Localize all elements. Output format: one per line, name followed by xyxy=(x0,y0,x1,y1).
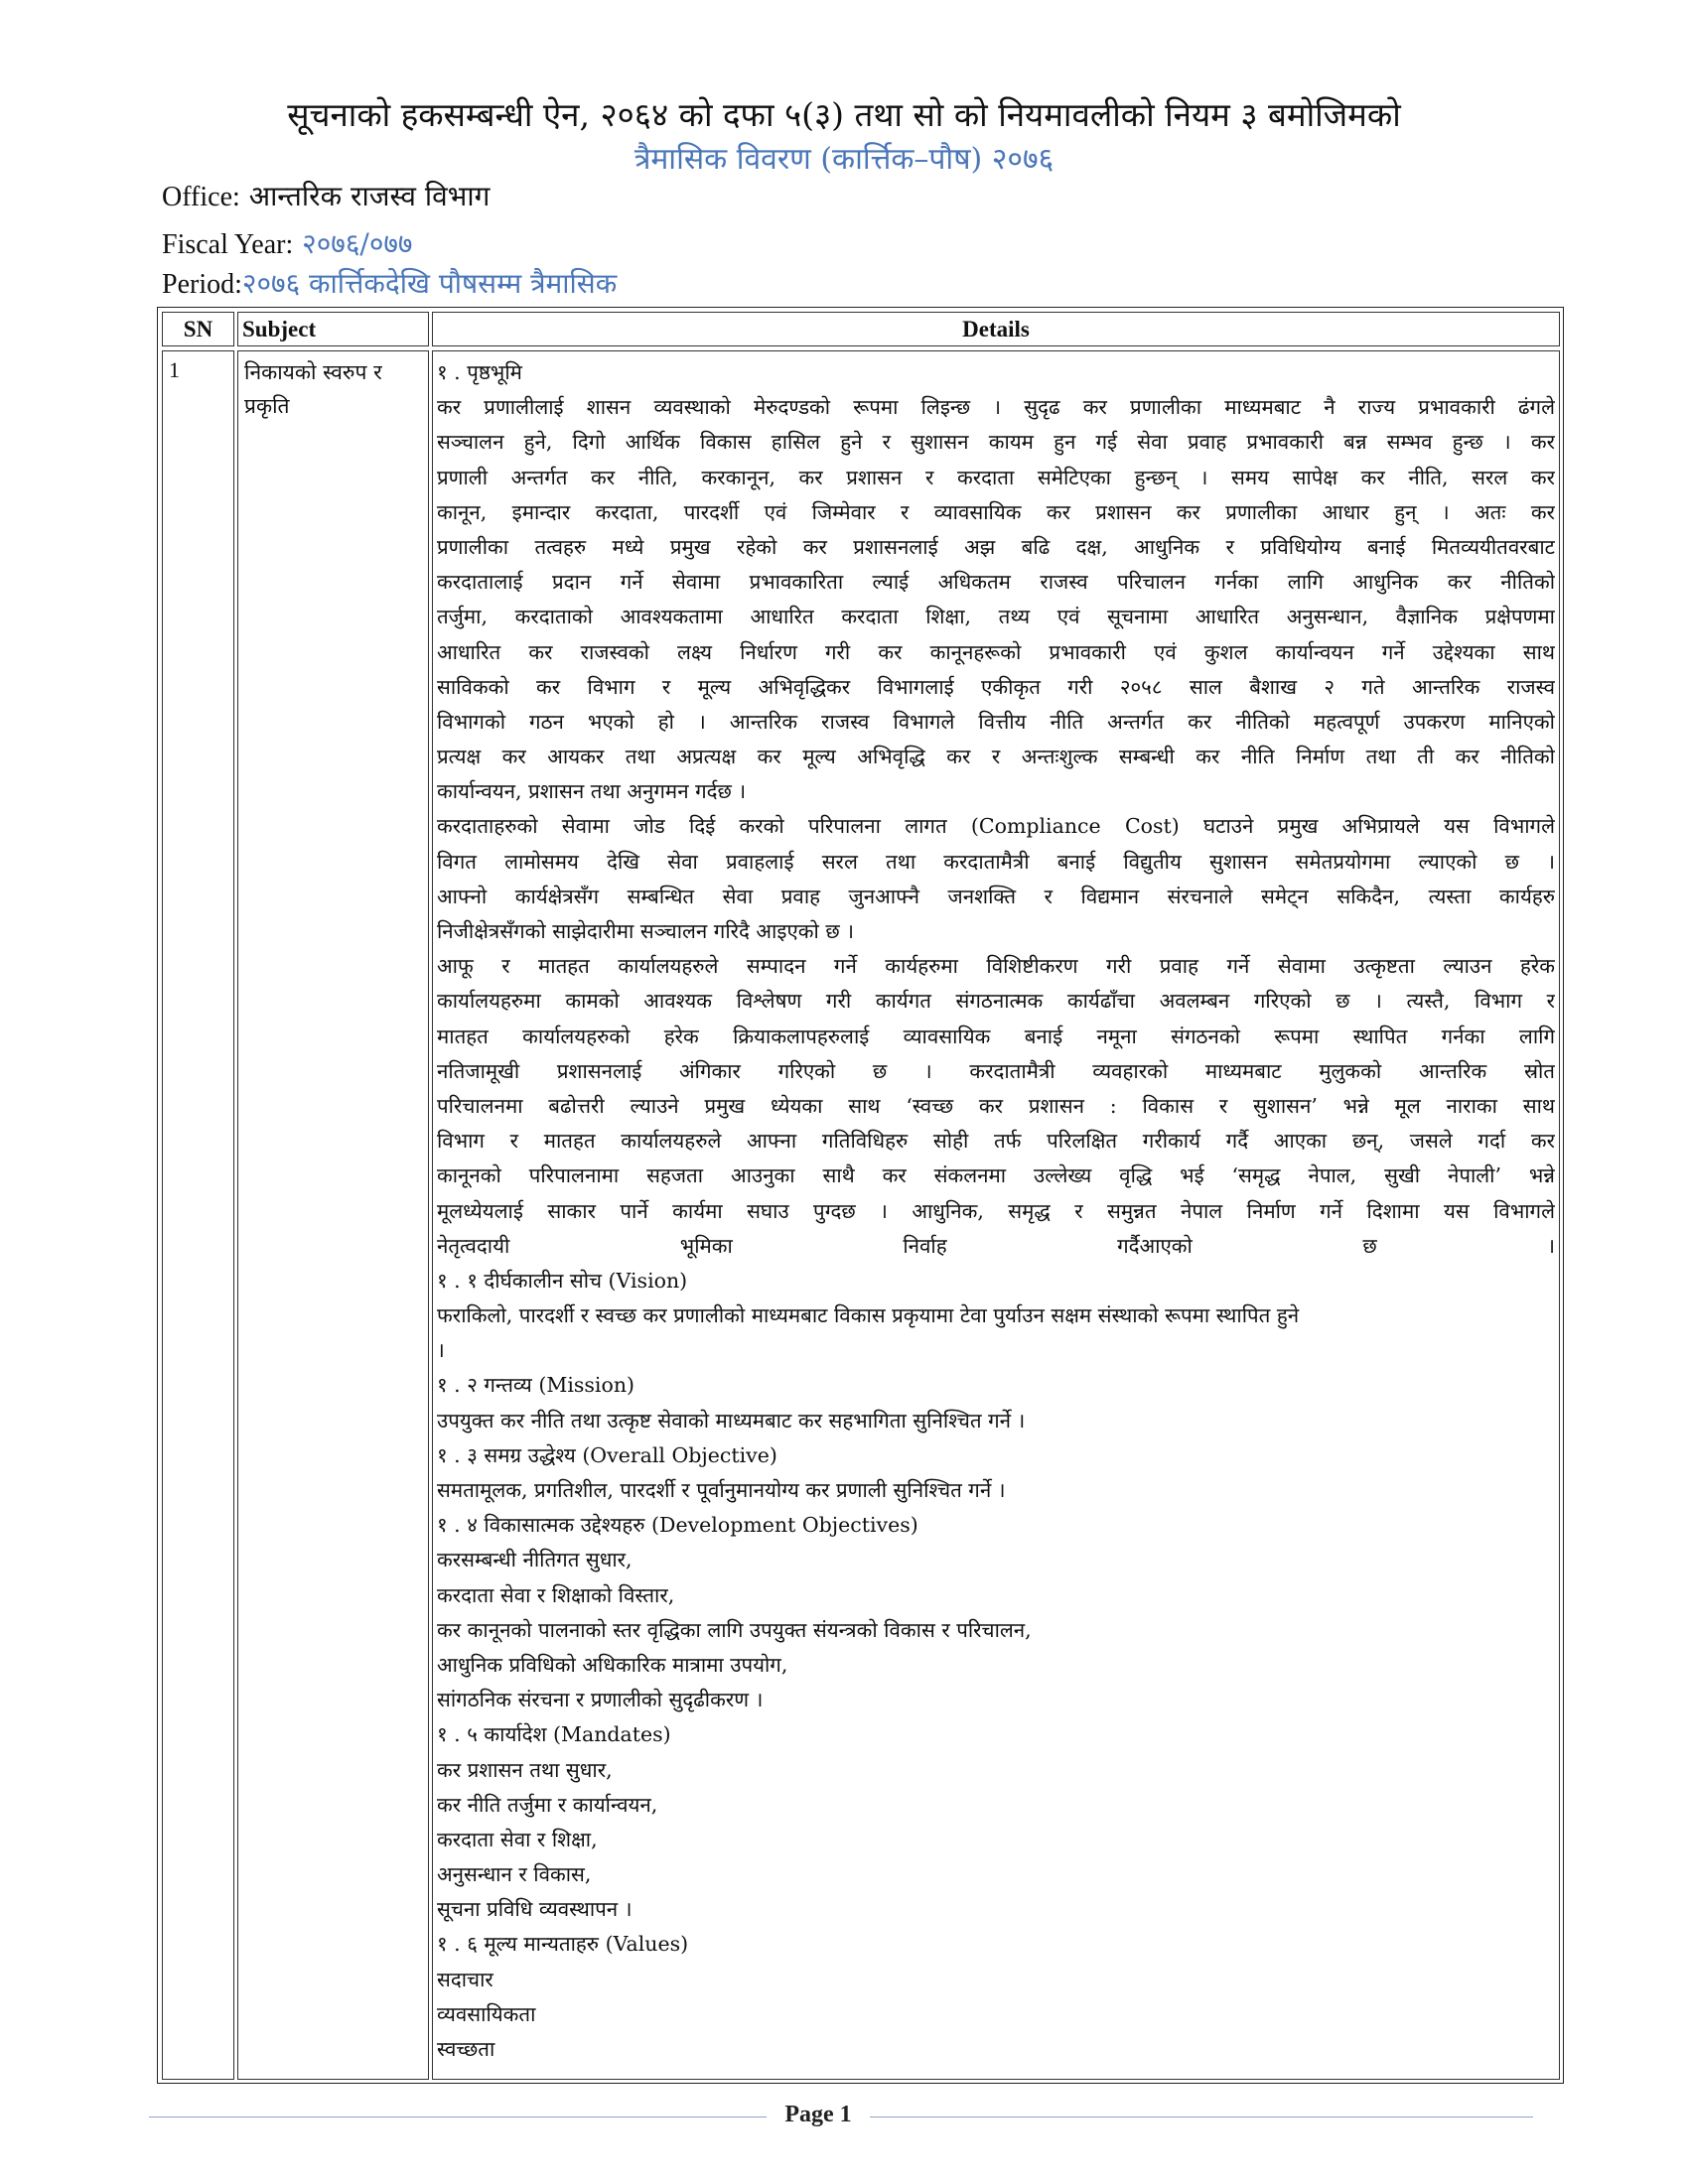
details-line: सूचना प्रविधि व्यवस्थापन । xyxy=(437,1897,633,1922)
details-line: सदाचार xyxy=(437,1967,493,1991)
details-line: सञ्चालन हुने, दिगो आर्थिक विकास हासिल हुने र सुशासन कायम हुन गई सेवा प्रवाह प्रभावकारी बन्न सम्भव हुन्छ । कर xyxy=(437,430,1555,455)
office-label: Office: xyxy=(162,182,240,212)
period-value: २०७६ कार्त्तिकदेखि पौषसम्म त्रैमासिक xyxy=(241,267,618,300)
details-line: नेतृत्वदायी भूमिका निर्वाह गर्दैआएको छ । xyxy=(437,1233,1555,1258)
details-line: सांगठनिक संरचना र प्रणालीको सुदृढीकरण । xyxy=(437,1688,764,1712)
details-line: करदाताहरुको सेवामा जोड दिई करको परिपालना लागत (Compliance Cost) घटाउने प्रमुख अभिप्रायले यस विभागले xyxy=(437,814,1555,839)
table-cell-subject xyxy=(237,350,429,2080)
fiscal-year-label: Fiscal Year: xyxy=(162,229,294,260)
details-line: फराकिलो, पारदर्शी र स्वच्छ कर प्रणालीको माध्यमबाट विकास प्रकृयामा टेवा पुर्याउन सक्षम संस्थाको रूपमा स्थापित हुने xyxy=(437,1303,1300,1328)
details-line: उपयुक्त कर नीति तथा उत्कृष्ट सेवाको माध्यमबाट कर सहभागिता सुनिश्चित गर्ने । xyxy=(437,1408,1026,1433)
details-line: तर्जुमा, करदाताको आवश्यकतामा आधारित करदाता शिक्षा, तथ्य एवं सूचनामा आधारित अनुसन्धान, वैज्ञानिक प्रक्षेपणमा xyxy=(437,605,1555,629)
details-line: कर नीति तर्जुमा र कार्यान्वयन, xyxy=(437,1792,658,1817)
details-line: १ . २ गन्तव्य (Mission) xyxy=(437,1373,635,1398)
fiscal-year-value: २०७६/०७७ xyxy=(302,227,413,260)
details-line: कार्यान्वयन, प्रशासन तथा अनुगमन गर्दछ । xyxy=(437,779,747,804)
details-line: आफू र मातहत कार्यालयहरुले सम्पादन गर्ने कार्यहरुमा विशिष्टीकरण गरी प्रवाह गर्ने सेवामा उत्कृष्टता ल्याउन हरेक xyxy=(437,954,1555,979)
details-line: करदाता सेवा र शिक्षा, xyxy=(437,1827,598,1851)
details-line: निजीक्षेत्रसँगको साझेदारीमा सञ्चालन गरिदै आइएको छ । xyxy=(437,919,855,943)
details-line: । xyxy=(437,1338,445,1363)
details-line: करसम्बन्धी नीतिगत सुधार, xyxy=(437,1548,633,1572)
document-title: सूचनाको हकसम्बन्धी ऐन, २०६४ को दफा ५(३) तथा सो को नियमावलीको नियम ३ बमोजिमको xyxy=(287,95,1401,134)
details-line: करदाता सेवा र शिक्षाको विस्तार, xyxy=(437,1582,675,1607)
details-line: कर प्रशासन तथा सुधार, xyxy=(437,1757,613,1782)
details-line: मूलध्येयलाई साकार पार्ने कार्यमा सघाउ पुग्दछ । आधुनिक, समृद्ध र समुन्नत नेपाल निर्माण गर्ने दिशामा यस विभागले xyxy=(437,1198,1555,1223)
details-line: मातहत कार्यालयहरुको हरेक क्रियाकलापहरुलाई व्यावसायिक बनाई नमूना संगठनको रूपमा स्थापित गर्नका लागि xyxy=(437,1024,1555,1048)
page-number: Page 1 xyxy=(784,2102,852,2127)
details-line: प्रत्यक्ष कर आयकर तथा अप्रत्यक्ष कर मूल्य अभिवृद्धि कर र अन्तःशुल्क सम्बन्धी कर नीति निर्माण तथा ती कर नीतिको xyxy=(437,745,1555,769)
details-line: आधुनिक प्रविधिको अधिकारिक मात्रामा उपयोग, xyxy=(437,1652,788,1677)
details-line: १ . ४ विकासात्मक उद्देश्यहरु (Development Objectives) xyxy=(437,1513,918,1538)
details-line: व्यवसायिकता xyxy=(437,2001,536,2026)
details-line: १ . पृष्ठभूमि xyxy=(437,360,522,384)
office-line xyxy=(162,177,490,214)
details-line: कानूनको परिपालनामा सहजता आउनुका साथै कर संकलनमा उल्लेख्य वृद्धि भई ‘समृद्ध नेपाल, सुखी नेपाली’ भन्ने xyxy=(437,1163,1555,1188)
table-cell-details xyxy=(432,350,1560,2080)
details-line: करदातालाई प्रदान गर्ने सेवामा प्रभावकारिता ल्याई अधिकतम राजस्व परिचालन गर्नका लागि आधुनिक कर नीतिको xyxy=(437,570,1555,595)
row-subject: निकायको स्वरुप र प्रकृति xyxy=(244,360,382,418)
table-header-subject: Subject xyxy=(237,312,429,346)
details-line: समतामूलक, प्रगतिशील, पारदर्शी र पूर्वानुमानयोग्य कर प्रणाली सुनिश्चित गर्ने । xyxy=(437,1478,1006,1502)
document-subtitle: त्रैमासिक विवरण (कार्त्तिक–पौष) २०७६ xyxy=(633,142,1055,177)
details-line: आफ्नो कार्यक्षेत्रसँग सम्बन्धित सेवा प्रवाह जुनआफ्नै जनशक्ति र विद्यमान संरचनाले समेट्न सकिदैन, त्यस्ता कार्यहरु xyxy=(437,884,1555,908)
details-line: विभाग र मातहत कार्यालयहरुले आफ्ना गतिविधिहरु सोही तर्फ परिलक्षित गरीकार्य गर्दै आएका छन्, जसले गर्दा कर xyxy=(437,1129,1555,1154)
details-line: विगत लामोसमय देखि सेवा प्रवाहलाई सरल तथा करदातामैत्री बनाई विद्युतीय सुशासन समेतप्रयोगमा ल्याएको छ । xyxy=(437,849,1555,874)
table-header-sn: SN xyxy=(162,312,234,346)
details-line: साविकको कर विभाग र मूल्य अभिवृद्धिकर विभागलाई एकीकृत गरी २०५८ साल बैशाख २ गते आन्तरिक राजस्व xyxy=(437,674,1555,699)
info-table xyxy=(157,307,1564,2084)
table-cell-sn xyxy=(162,350,234,2080)
details-line: परिचालनमा बढोत्तरी ल्याउने प्रमुख ध्येयका साथ ‘स्वच्छ कर प्रशासन : विकास र सुशासन’ भन्ने मूल नाराका साथ xyxy=(437,1093,1555,1118)
details-line: अनुसन्धान र विकास, xyxy=(437,1862,592,1887)
details-line: १ . ५ कार्यादेश (Mandates) xyxy=(437,1722,671,1747)
details-line: विभागको गठन भएको हो । आन्तरिक राजस्व विभागले वित्तीय नीति अन्तर्गत कर नीतिको महत्वपूर्ण उपकरण मानिएको xyxy=(437,709,1555,734)
row-sn: 1 xyxy=(169,357,180,382)
details-line: १ . ६ मूल्य मान्यताहरु (Values) xyxy=(437,1932,689,1957)
details-line: कर प्रणालीलाई शासन व्यवस्थाको मेरुदण्डको रूपमा लिइन्छ । सुदृढ कर प्रणालीका माध्यमबाट नै राज्य प्रभावकारी ढंगले xyxy=(437,395,1555,420)
details-body xyxy=(437,355,1555,2067)
fiscal-year-line xyxy=(162,224,413,262)
details-line: कर कानूनको पालनाको स्तर वृद्धिका लागि उपयुक्त संयन्त्रको विकास र परिचालन, xyxy=(437,1617,1032,1642)
details-line: प्रणाली अन्तर्गत कर नीति, करकानून, कर प्रशासन र करदाता समेटिएका हुन्छन् । समय सापेक्ष कर नीति, सरल कर xyxy=(437,465,1555,489)
footer-rule-right xyxy=(870,2116,1533,2117)
details-line: कार्यालयहरुमा कामको आवश्यक विश्लेषण गरी कार्यगत संगठनात्मक कार्यढाँचा अवलम्बन गरिएको छ । त्यस्तै, विभाग र xyxy=(437,989,1555,1014)
details-line: प्रणालीका तत्वहरु मध्ये प्रमुख रहेको कर प्रशासनलाई अझ बढि दक्ष, आधुनिक र प्रविधियोग्य बनाई मितव्ययीतवरबाट xyxy=(437,534,1555,559)
details-line: कानून, इमान्दार करदाता, पारदर्शी एवं जिम्मेवार र व्यावसायिक कर प्रशासन कर प्रणालीका आधार हुन् । अतः कर xyxy=(437,499,1555,524)
footer-rule-left xyxy=(149,2116,767,2117)
office-value: आन्तरिक राजस्व विभाग xyxy=(248,180,491,212)
period-line xyxy=(162,264,617,302)
table-header-details: Details xyxy=(432,312,1560,346)
details-line: नतिजामूखी प्रशासनलाई अंगिकार गरिएको छ । करदातामैत्री व्यवहारको माध्यमबाट मुलुकको आन्तरिक स्रोत xyxy=(437,1058,1555,1083)
details-line: आधारित कर राजस्वको लक्ष्य निर्धारण गरी कर कानूनहरूको प्रभावकारी एवं कुशल कार्यान्वयन गर्ने उद्देश्यका साथ xyxy=(437,639,1555,664)
details-line: १ . १ दीर्घकालीन सोच (Vision) xyxy=(437,1268,688,1293)
details-line: १ . ३ समग्र उद्धेश्य (Overall Objective) xyxy=(437,1442,777,1467)
details-line: स्वच्छता xyxy=(437,2037,495,2061)
period-label: Period: xyxy=(162,269,242,300)
